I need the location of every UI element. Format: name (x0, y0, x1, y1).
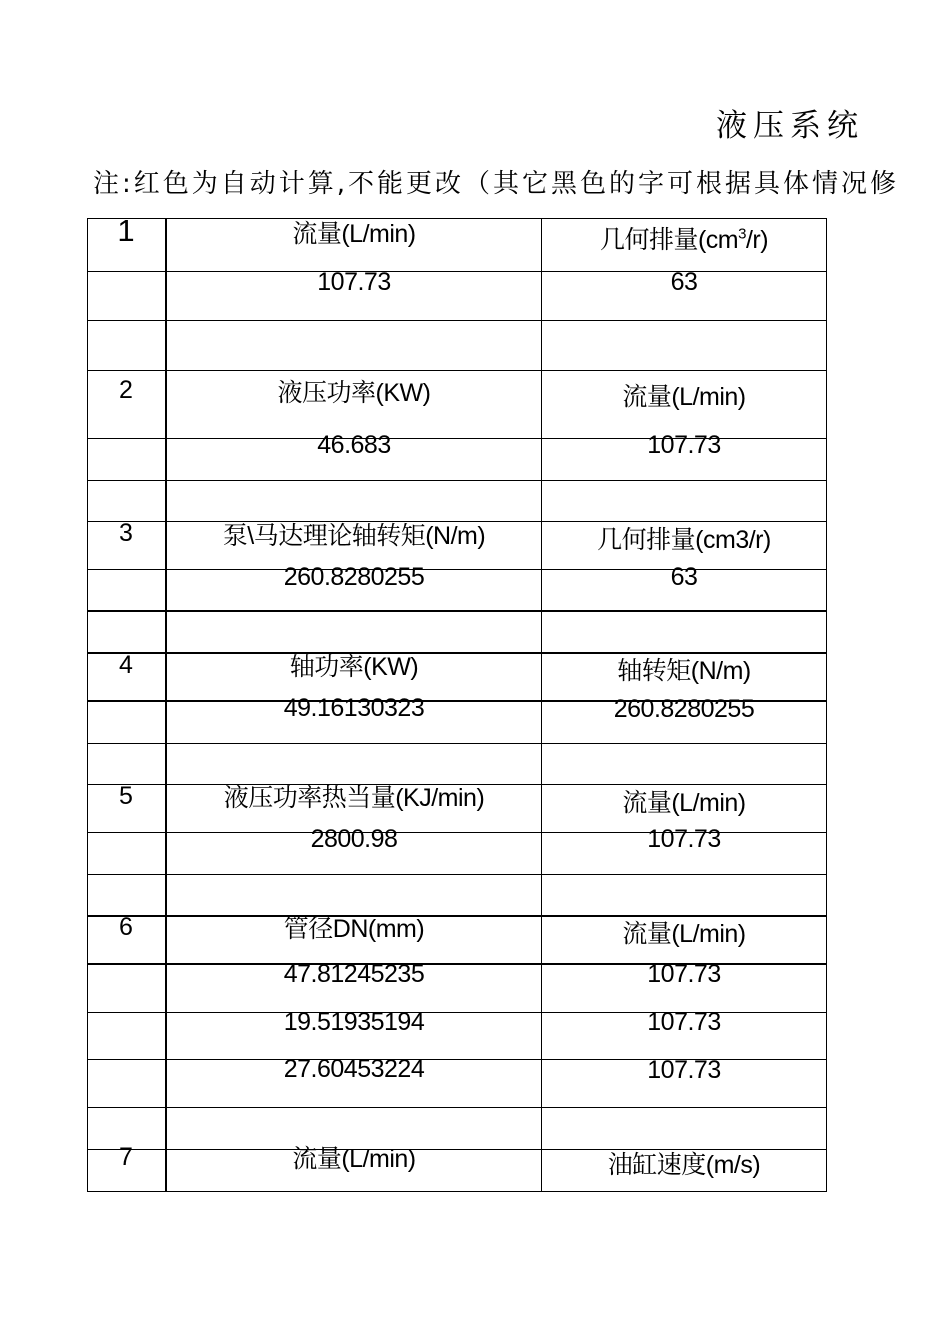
value-cell: 46.683 (317, 431, 391, 459)
value-cell: 63 (670, 563, 698, 591)
section-number: 5 (119, 782, 133, 810)
label-cell: 流量(L/min) (622, 383, 746, 411)
value-cell: 47.81245235 (283, 960, 425, 988)
section-number: 7 (119, 1143, 133, 1171)
label-cell: 液压功率热当量(KJ/min) (223, 784, 485, 812)
label-cell: 泵\马达理论轴转矩(N/m) (222, 522, 486, 550)
value-cell: 107.73 (647, 1056, 721, 1084)
section-number: 4 (119, 651, 133, 679)
section-number: 3 (119, 519, 133, 547)
value-cell: 260.8280255 (283, 563, 425, 591)
section-number: 2 (119, 376, 133, 404)
value-cell: 27.60453224 (283, 1055, 425, 1083)
page-title: 液压系统 (716, 108, 864, 144)
label-cell: 油缸速度(m/s) (607, 1151, 761, 1179)
value-cell: 107.73 (647, 825, 721, 853)
label-cell: 轴转矩(N/m) (617, 657, 751, 685)
label-cell: 流量(L/min) (622, 920, 746, 948)
value-cell: 2800.98 (310, 825, 398, 853)
value-cell: 107.73 (647, 431, 721, 459)
label-cell: 管径DN(mm) (283, 915, 425, 943)
value-cell: 107.73 (647, 1008, 721, 1036)
value-cell: 107.73 (647, 960, 721, 988)
label-cell: 流量(L/min) (292, 220, 416, 248)
label-cell: 几何排量(cm3/r) (597, 526, 771, 554)
label-cell: 几何排量$(cm^3/r)$ (599, 225, 769, 254)
value-cell: 49.16130323 (283, 694, 425, 722)
label-cell: 轴功率(KW) (289, 653, 419, 681)
section-number: 1 (117, 213, 135, 248)
section-number: 6 (119, 913, 133, 941)
label-cell: 流量(L/min) (622, 789, 746, 817)
label-cell: 流量(L/min) (292, 1145, 416, 1173)
label-cell: 液压功率(KW) (277, 379, 431, 407)
note-text: 注:红色为自动计算,不能更改（其它黑色的字可根据具体情况修 (93, 169, 900, 199)
value-cell: 107.73 (317, 268, 391, 296)
value-cell: 260.8280255 (613, 695, 755, 723)
value-cell: 19.51935194 (283, 1008, 425, 1036)
value-cell: 63 (670, 268, 698, 296)
